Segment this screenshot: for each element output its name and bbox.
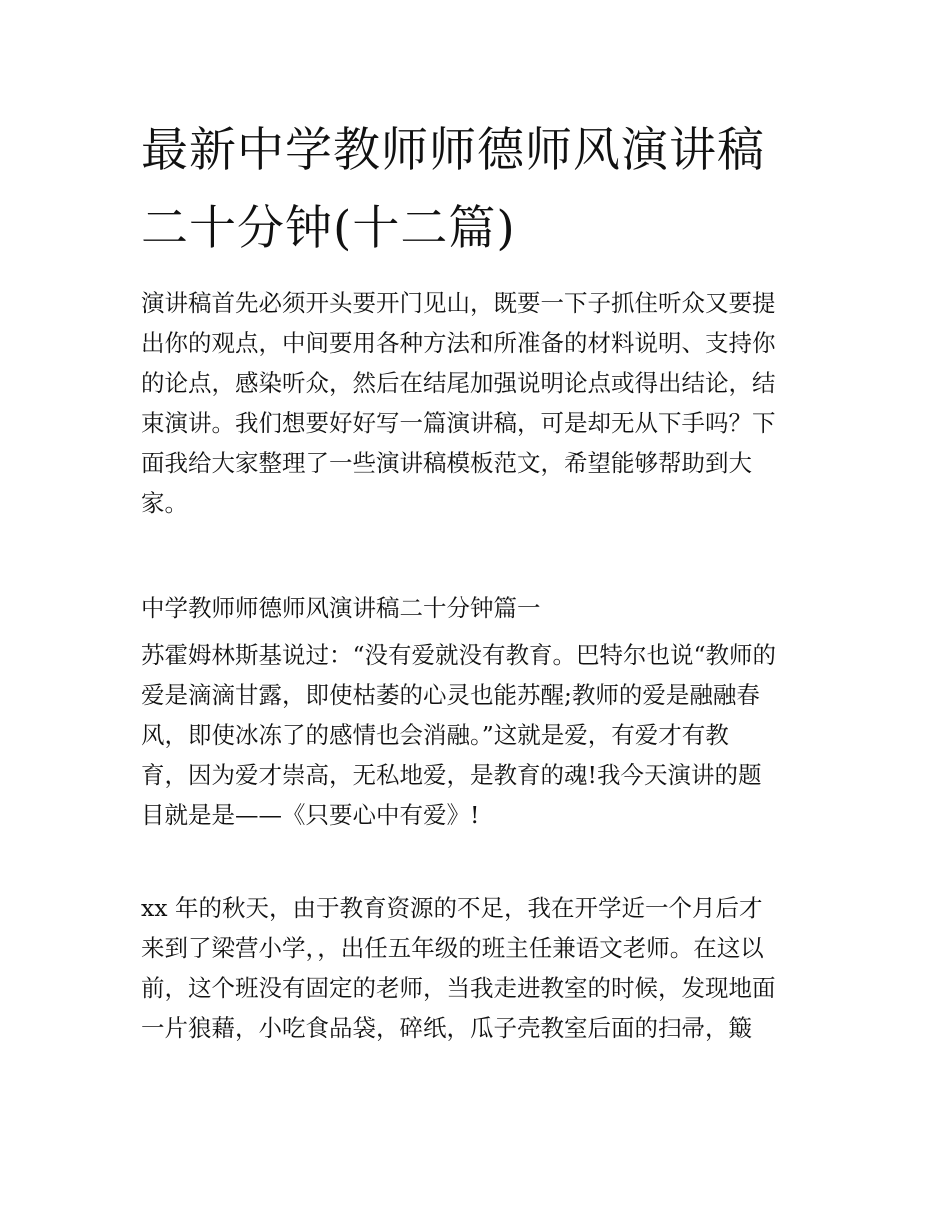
quote-paragraph: 苏霍姆林斯基说过：“没有爱就没有教育。巴特尔也说“教师的 爱是滴滴甘露，即使枯萎的心灵也能苏醒;教师的爱是融融春 风，即使冰冻了的感情也会消融。”这就是爱，有爱才有教 育，因为爱才崇高，无私地爱，是教育的魂!我今天演讲的题 目就是是——《只要心中有爱》! — [141, 641, 777, 829]
intro-paragraph: 演讲稿首先必须开头要开门见山，既要一下子抓住听众又要提 出你的观点，中间要用各种方法和所准备的材料说明、支持你 的论点，感染听众，然后在结尾加强说明论点或得出结论，结 束演讲。我们想要好好写一篇演讲稿，可是却无从下手吗？下 面我给大家整理了一些演讲稿模板范文，希望能够帮助到大 家。 — [141, 289, 776, 517]
story-paragraph: xx 年的秋天，由于教育资源的不足，我在开学近一个月后才 来到了梁营小学，，出任五年级的班主任兼语文老师。在这以 前，这个班没有固定的老师，当我走进教室的时候，发现地面 一片狼藉，小吃食品袋，碎纸，瓜子壳教室后面的扫帚，簸 — [141, 894, 776, 1042]
document-title: 最新中学教师师德师风演讲稿 二十分钟(十二篇) — [141, 123, 765, 256]
section-heading: 中学教师师德师风演讲稿二十分钟篇一 — [141, 594, 541, 622]
